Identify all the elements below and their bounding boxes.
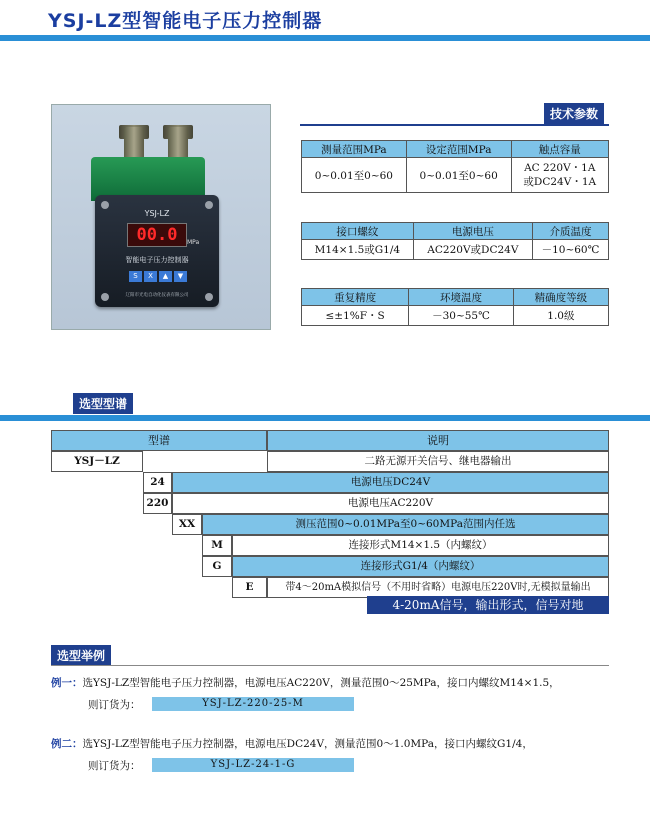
spec-value: 0~0.01至0~60 [302,158,407,193]
example-order-code: YSJ-LZ-220-25-M [152,697,354,711]
selection-code: M [202,535,232,556]
spec-header: 介质温度 [532,223,608,240]
led-display [127,223,187,247]
example-1 [51,675,560,690]
selection-desc: 测压范围0~0.01MPa至0~60MPa范围内任选 [202,514,609,535]
example-2 [51,736,533,751]
spec-table-2 [301,222,609,260]
title-rule [0,35,650,41]
page-title: YSJ-LZ型智能电子压力控制器 [48,10,323,32]
spec-value: ≤±1%F・S [302,306,409,326]
selection-desc: 连接形式G1/4（内螺纹） [232,556,609,577]
screw [205,201,213,209]
selection-desc: 电源电压DC24V [172,472,609,493]
example-key: 例二： [51,738,83,750]
selection-label: 选型型谱 [73,393,133,414]
examples-rule [51,665,609,666]
spec-value: －10~60℃ [532,240,608,260]
device-model-label: YSJ-LZ [144,209,170,218]
tech-params-label: 技术参数 [544,103,604,124]
led-display-value: 00.0 [136,225,178,245]
selection-code: XX [172,514,202,535]
selection-header-desc: 说明 [267,430,609,451]
spec-value: 1.0级 [513,306,608,326]
spec-value: AC 220V・1A 或DC24V・1A [511,158,608,193]
spec-header: 重复精度 [302,289,409,306]
selection-code: E [232,577,267,598]
selection-code: YSJ－LZ [51,451,143,472]
selection-desc: 二路无源开关信号、继电器输出 [267,451,609,472]
device-buttons [129,271,187,282]
selection-header-model: 型谱 [51,430,267,451]
spec-table-3 [301,288,609,326]
device-button-s: S [129,271,142,282]
device-unit: MPa [187,239,200,246]
spec-header: 环境温度 [409,289,514,306]
product-photo [51,104,271,330]
examples-label: 选型举例 [51,645,111,666]
device-maker: 辽阳市光电自动化仪表有限公司 [125,293,189,298]
selection-rule [0,415,650,421]
spec-header: 精确度等级 [513,289,608,306]
screw [101,201,109,209]
spec-header: 接口螺纹 [302,223,414,240]
device-button-x: X [144,271,157,282]
selection-code: 24 [143,472,172,493]
selection-code: 220 [143,493,172,514]
example-text: 选YSJ-LZ型智能电子压力控制器，电源电压DC24V，测量范围0～1.0MPa，接口内螺纹G1/4， [82,738,533,750]
spec-value: 0~0.01至0~60 [406,158,511,193]
device-button-up: ▲ [159,271,172,282]
fitting-left [124,127,144,161]
spec-value: －30~55℃ [409,306,514,326]
example-order-code: YSJ-LZ-24-1-G [152,758,354,772]
selection-desc: 电源电压AC220V [172,493,609,514]
spec-value: AC220V或DC24V [413,240,532,260]
fitting-right [168,127,188,161]
example-order-label: 则订货为： [88,760,141,772]
selection-code: G [202,556,232,577]
spec-header: 触点容量 [511,141,608,158]
device-name: 智能电子压力控制器 [125,256,189,264]
device-button-down: ▼ [174,271,187,282]
spec-header: 电源电压 [413,223,532,240]
spec-header: 测量范围MPa [302,141,407,158]
selection-desc: 带4～20mA模拟信号（不用时省略）电源电压220V时,无模拟量输出 [267,577,609,598]
spec-header: 设定范围MPa [406,141,511,158]
example-order-label: 则订货为： [88,699,141,711]
selection-desc: 连接形式M14×1.5（内螺纹） [232,535,609,556]
spec-table-1 [301,140,609,193]
example-text: 选YSJ-LZ型智能电子压力控制器，电源电压AC220V，测量范围0～25MPa，接口内螺纹M14×1.5， [82,677,560,689]
tech-params-rule [300,124,609,126]
selection-note: 4-20mA信号，输出形式，信号对地 [367,596,609,614]
device-panel [95,195,219,307]
spec-value: M14×1.5或G1/4 [302,240,414,260]
example-key: 例一： [51,677,83,689]
